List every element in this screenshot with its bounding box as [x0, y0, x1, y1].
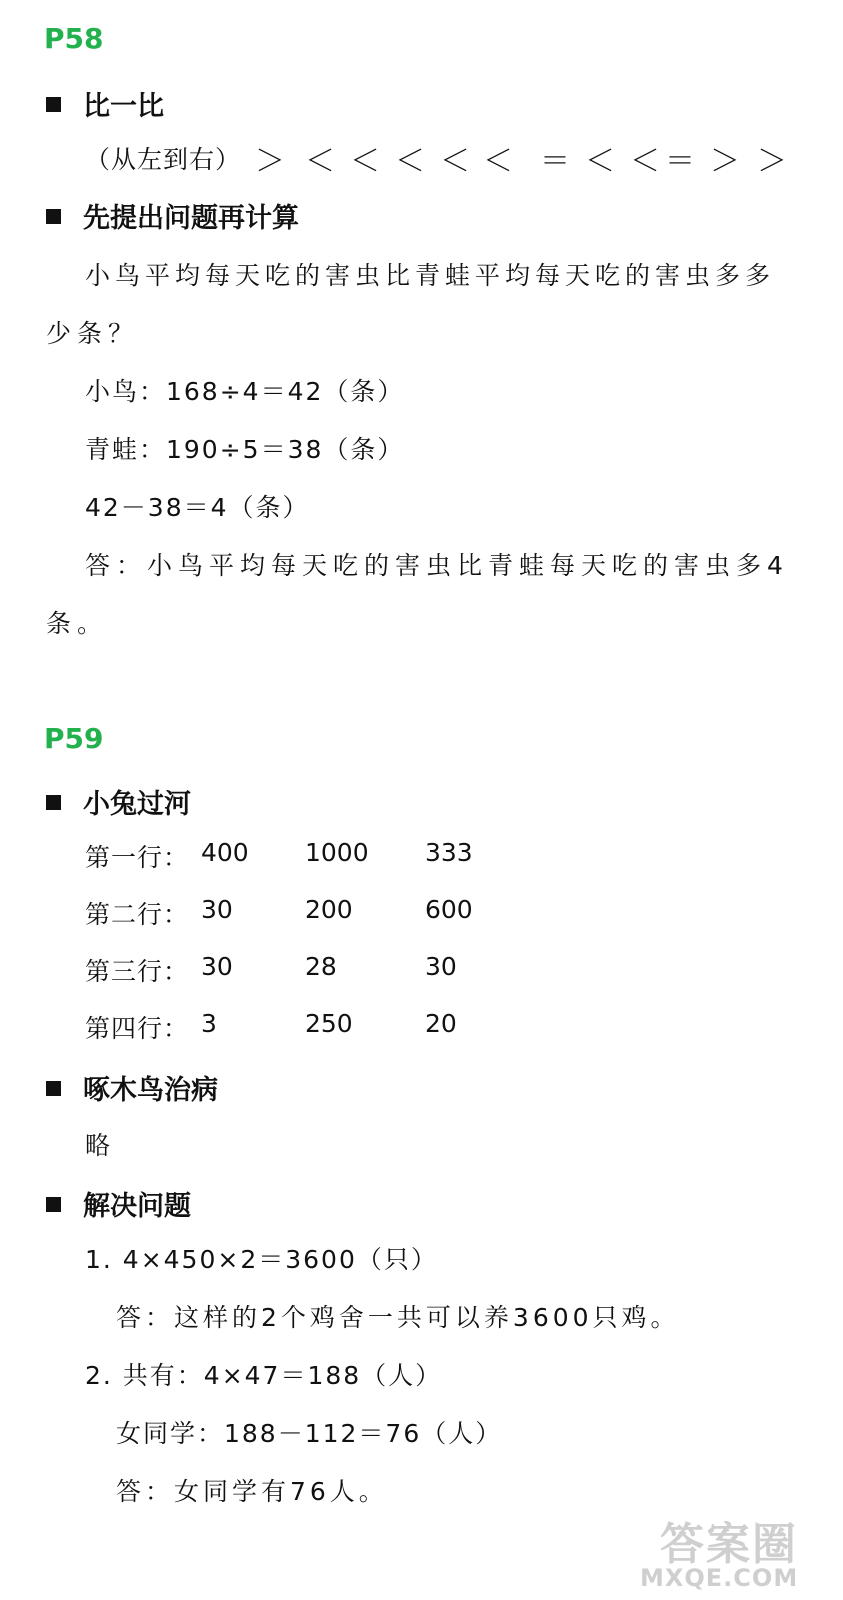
row-label: 第一行：: [85, 843, 190, 872]
compare-prefix: （从左到右）: [85, 145, 242, 174]
solve-item-1: 1. 4×450×2＝3600（只）: [85, 1245, 438, 1274]
solve-answer-2: 答：女同学有76人。: [116, 1477, 388, 1506]
section-woodpecker-heading: [46, 1068, 218, 1107]
compare-answers: [85, 136, 805, 179]
row-value: 3: [201, 1009, 217, 1038]
calc-difference: 42－38＝4（条）: [85, 493, 310, 522]
row-value: 30: [201, 895, 233, 924]
answer-line-2: 条。: [46, 609, 109, 638]
row-value: 333: [425, 838, 473, 867]
compare-symbol: ＝: [665, 144, 695, 179]
row-label: 第二行：: [85, 900, 190, 929]
watermark-title: 答案圈: [660, 1519, 798, 1570]
row-value: 30: [425, 952, 457, 981]
bullet-square-icon: [46, 209, 61, 224]
page-label-p59: P59: [44, 722, 104, 755]
row-value: 600: [425, 895, 473, 924]
solve-item-2b: 女同学：188－112＝76（人）: [116, 1419, 503, 1448]
compare-symbol: ＜: [395, 144, 425, 179]
row-value: 250: [305, 1009, 353, 1038]
solve-answer-1: 答：这样的2个鸡舍一共可以养3600只鸡。: [116, 1303, 680, 1332]
heading-text: 解决问题: [83, 1191, 191, 1222]
compare-symbol: ＞: [710, 144, 740, 179]
bullet-square-icon: [46, 795, 61, 810]
row-value: 200: [305, 895, 353, 924]
question-line-1: 小鸟平均每天吃的害虫比青蛙平均每天吃的害虫多多: [85, 261, 776, 290]
watermark-logo: [640, 1508, 830, 1593]
answer-line-1: 答：小鸟平均每天吃的害虫比青蛙每天吃的害虫多4: [85, 551, 789, 580]
rabbit-row: [85, 895, 565, 929]
page-label-p58: P58: [44, 22, 104, 55]
heading-text: 比一比: [83, 91, 164, 122]
row-label: 第四行：: [85, 1014, 190, 1043]
section-compare-heading: [46, 84, 164, 123]
row-value: 1000: [305, 838, 369, 867]
heading-text: 小兔过河: [83, 789, 191, 820]
calc-bird: 小鸟：168÷4＝42（条）: [85, 377, 405, 406]
compare-symbol: ＜: [483, 144, 513, 179]
compare-symbol: ＜: [630, 144, 660, 179]
woodpecker-answer: 略: [85, 1131, 117, 1160]
rabbit-row: [85, 838, 565, 872]
heading-text: 先提出问题再计算: [83, 203, 299, 234]
section-rabbit-heading: [46, 782, 191, 821]
row-value: 28: [305, 952, 337, 981]
solve-item-2: 2. 共有：4×47＝188（人）: [85, 1361, 443, 1390]
heading-text: 啄木鸟治病: [83, 1075, 218, 1106]
watermark-url: MXQE.COM: [640, 1564, 799, 1592]
section-question-heading: [46, 196, 299, 235]
row-label: 第三行：: [85, 957, 190, 986]
question-line-2: 少条？: [46, 319, 140, 348]
rabbit-row: [85, 1009, 565, 1043]
compare-symbol: ＞: [255, 144, 285, 179]
bullet-square-icon: [46, 1081, 61, 1096]
compare-symbol: ＞: [757, 144, 787, 179]
compare-symbol: ＜: [440, 144, 470, 179]
bullet-square-icon: [46, 97, 61, 112]
compare-symbol: ＜: [585, 144, 615, 179]
row-value: 400: [201, 838, 249, 867]
row-value: 20: [425, 1009, 457, 1038]
compare-symbol: ＜: [305, 144, 335, 179]
compare-symbol: ＜: [350, 144, 380, 179]
compare-symbol: ＝: [540, 144, 570, 179]
row-value: 30: [201, 952, 233, 981]
bullet-square-icon: [46, 1197, 61, 1212]
calc-frog: 青蛙：190÷5＝38（条）: [85, 435, 405, 464]
rabbit-row: [85, 952, 565, 986]
section-solve-heading: [46, 1184, 191, 1223]
